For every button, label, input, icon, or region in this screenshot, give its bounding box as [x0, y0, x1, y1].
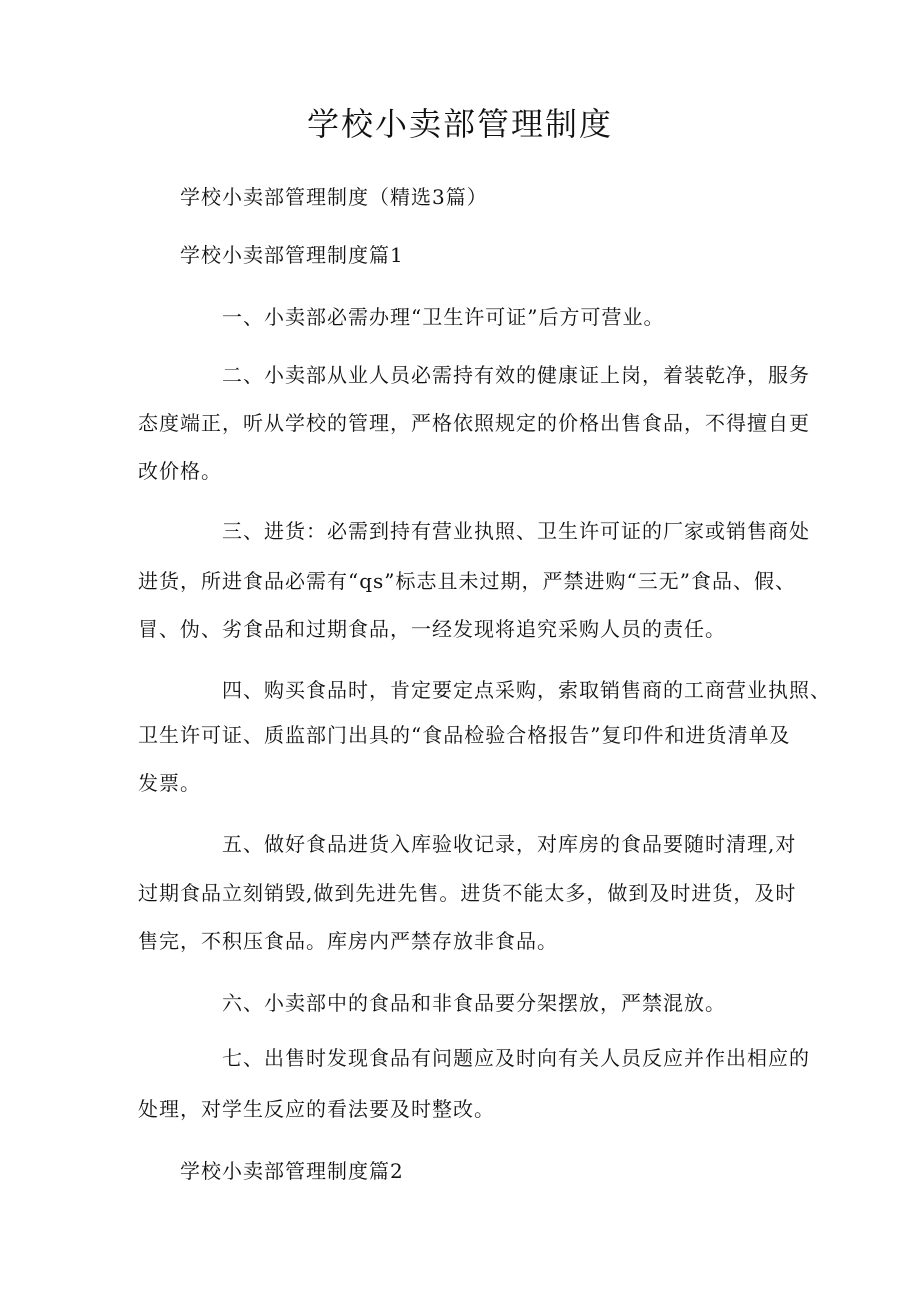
document-title: 学校小卖部管理制度	[306, 105, 613, 143]
rule-2-line-1: 二、小卖部从业人员必需持有效的健康证上岗，着装乾净，服务	[222, 363, 810, 387]
document-subtitle: 学校小卖部管理制度（精选3篇）	[180, 185, 488, 209]
section-2-heading: 学校小卖部管理制度篇2	[180, 1159, 404, 1183]
rule-7-line-2: 处理，对学生反应的看法要及时整改。	[138, 1097, 495, 1121]
rule-4-line-1: 四、购买食品时，肯定要定点采购，索取销售商的工商营业执照、	[222, 678, 831, 702]
rule-4-line-3: 发票。	[138, 771, 201, 795]
rule-5-line-1: 五、做好食品进货入库验收记录，对库房的食品要随时清理,对	[222, 832, 797, 856]
rule-1-line-1: 一、小卖部必需办理“卫生许可证”后方可营业。	[222, 305, 665, 329]
rule-2-line-3: 改价格。	[138, 459, 222, 483]
rule-2-line-2: 态度端正，听从学校的管理，严格依照规定的价格出售食品，不得擅自更	[138, 411, 810, 435]
rule-7-line-1: 七、出售时发现食品有问题应及时向有关人员反应并作出相应的	[222, 1046, 810, 1070]
rule-3-line-3: 冒、伪、劣食品和过期食品，一经发现将追究采购人员的责任。	[138, 617, 726, 641]
rule-3-line-2: 进货，所进食品必需有“qs”标志且未过期，严禁进购“三无”食品、假、	[138, 569, 796, 593]
rule-5-line-2: 过期食品立刻销毁,做到先进先售。进货不能太多，做到及时进货，及时	[138, 881, 797, 905]
rule-4-line-2: 卫生许可证、质监部门出具的“食品检验合格报告”复印件和进货清单及	[138, 723, 791, 747]
rule-5-line-3: 售完，不积压食品。库房内严禁存放非食品。	[138, 929, 558, 953]
section-1-heading: 学校小卖部管理制度篇1	[180, 243, 404, 267]
rule-3-line-1: 三、进货：必需到持有营业执照、卫生许可证的厂家或销售商处	[222, 519, 810, 543]
rule-6-line-1: 六、小卖部中的食品和非食品要分架摆放，严禁混放。	[222, 991, 726, 1015]
